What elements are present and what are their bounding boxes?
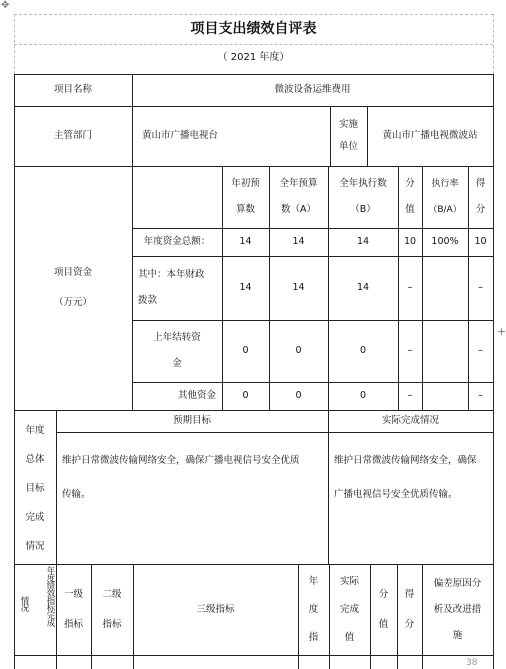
funds-row-label-line1: 其中：本年财政 [138,269,205,280]
indicator-get-score-header [397,564,422,655]
actual-completion-header: 实际完成情况 [381,415,439,426]
goals-side-line: 总体 [25,453,45,465]
header-get-score [468,166,493,228]
page-title: 项目支出绩效自评表 [190,21,317,37]
header-exec-line2: （B） [350,204,376,215]
header-score-line2: 值 [405,204,415,215]
funds-row-rate [422,256,468,320]
dept-label: 主管部门 [53,130,92,141]
expected-goal-line1: 维护日常微波传输网络安全，确保广播电视信号安全优质 [62,455,300,466]
annual-line1: 年 [308,575,319,587]
level2-indicator-header [91,564,133,655]
actual-completion-line1: 维护日常微波传输网络安全，确保 [334,455,477,466]
goals-side-line: 目标 [25,482,45,494]
reason-line3: 施 [452,629,463,641]
year-label: （ 2021 年度） [217,52,290,63]
funds-label-line1: 项目资金 [53,267,92,278]
funds-row-full: 14 [292,282,305,293]
unit-label-line1: 实施 [338,119,358,130]
indicators-side-label-outer: 情况 [19,596,29,611]
actual-completion-text [334,444,492,512]
actual-value-header [329,564,370,655]
header-initial-line2: 算数 [235,204,255,215]
header-score-line1: 分 [405,178,415,189]
funds-row-initial: 0 [242,345,249,356]
reason-line1: 偏差原因分 [433,577,482,589]
funds-row-exec: 0 [359,390,367,401]
funds-row-label [132,256,222,320]
actual-line1: 实际 [339,575,359,587]
header-rate-line1: 执行率 [431,179,459,189]
project-name-label: 项目名称 [53,84,92,95]
annual-line3: 指 [308,631,319,643]
funds-row-get: 10 [474,236,487,247]
header-initial-line1: 年初预 [231,178,260,189]
actual-completion-line2: 广播电视信号安全优质传输。 [334,489,458,500]
funds-row-exec: 14 [356,236,370,247]
goals-side-line: 完成 [25,512,45,524]
level1-line1: 一级 [63,588,83,600]
funds-row-initial: 14 [239,236,252,247]
add-row-icon[interactable]: + [497,325,506,338]
funds-row-initial: 14 [239,282,252,293]
funds-row-exec: 0 [359,345,367,356]
funds-row-label-line1: 上年结转资 [153,332,201,343]
level1-line2: 指标 [63,618,83,630]
funds-row-score: – [407,282,413,293]
funds-row-score: – [407,390,413,401]
dept-value: 黄山市广播电视台 [142,130,219,141]
annual-indicator-header [298,564,329,655]
funds-label [14,166,132,410]
funds-label-line2: （万元） [53,297,92,308]
unit-label [330,106,367,166]
funds-row-full: 0 [295,390,302,401]
annual-line2: 度 [308,603,319,615]
funds-row-exec: 14 [356,282,370,293]
funds-row-label [132,320,222,382]
expected-goal-header: 预期目标 [172,415,211,426]
indicators-side-label: 年度绩效指标完成 [45,566,55,626]
funds-row-rate [422,382,468,410]
funds-row-get: – [478,282,483,293]
expected-goal-line2: 传输。 [62,489,91,500]
funds-row-rate [422,320,468,382]
funds-row-label-line2: 金 [172,358,182,369]
unit-label-line2: 单位 [338,141,358,152]
funds-row-label-line2: 拨款 [138,295,158,306]
expected-goal-text [62,444,326,512]
funds-row-get: – [478,390,483,401]
indicator-score-header [370,564,397,655]
unit-value: 黄山市广播电视微波站 [382,130,478,141]
funds-row-label: 年度资金总额： [143,236,211,247]
goals-side-line: 年度 [25,424,45,436]
header-get-line2: 分 [475,204,486,215]
funds-row-score: – [407,345,413,356]
header-executed [328,166,398,228]
level2-line1: 二级 [102,588,122,600]
header-initial-budget [222,166,269,228]
funds-row-full: 0 [295,345,302,356]
reason-line2: 析及改进措 [433,603,482,615]
score-line2: 值 [378,618,389,630]
page-number: 38 [466,658,478,668]
deviation-reason-header [422,564,493,655]
score-line1: 分 [378,588,389,600]
header-exec-line1: 全年执行数 [339,178,387,189]
level3-indicator-header: 三级指标 [196,603,235,615]
header-rate-line2: （B/A） [428,205,462,215]
table-move-handle-icon[interactable]: ✥ [1,0,10,11]
funds-row-label: 其他资金 [177,390,216,401]
header-exec-rate [422,166,468,228]
header-full-line2: 数（A） [281,204,316,215]
funds-row-rate: 100% [431,236,459,247]
funds-row-full: 14 [292,236,305,247]
funds-row-get: – [478,345,483,356]
header-score [398,166,422,228]
level2-line2: 指标 [102,618,122,630]
header-full-line1: 全年预算 [279,178,318,189]
level1-indicator-header [56,564,91,655]
goals-side-line: 情况 [25,541,45,553]
header-get-line1: 得 [475,178,486,189]
goals-side-label [14,410,56,564]
actual-line2: 完成 [339,603,359,615]
actual-line3: 值 [344,631,355,643]
get-line1: 得 [404,588,415,600]
header-full-budget [269,166,328,228]
funds-row-initial: 0 [242,390,249,401]
funds-row-score: 10 [403,236,417,247]
project-name-value: 微波设备运维费用 [274,84,351,95]
get-line2: 分 [404,618,415,630]
